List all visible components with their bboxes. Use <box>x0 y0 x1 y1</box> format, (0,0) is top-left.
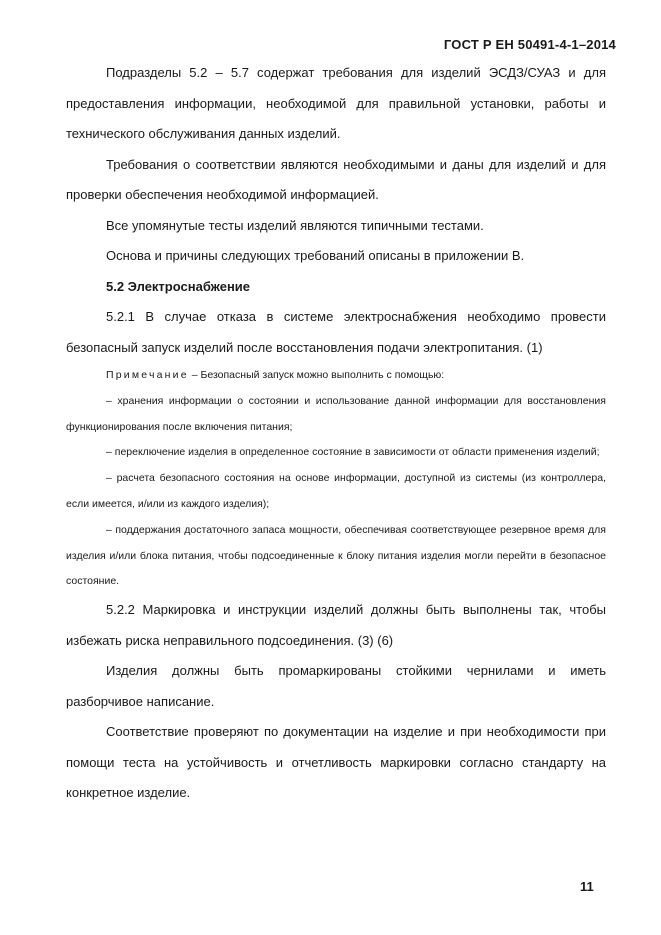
note-item: – переключение изделия в определенное состояние в зависимости от области применения изделий; <box>106 446 600 459</box>
document-id-header: ГОСТ Р ЕН 50491-4-1–2014 <box>443 37 616 52</box>
note-item: – расчета безопасного состояния на основе информации, доступной из системы (из контроллера, если имеется, и/или из каждого изделия); <box>66 472 606 510</box>
paragraph-5-2-2: 5.2.2 Маркировка и инструкции изделий должны быть выполнены так, чтобы избежать риска неправильного подсоединения. (3) (6) <box>66 602 606 648</box>
page-number: 11 <box>580 879 594 894</box>
paragraph-annex-reference: Основа и причины следующих требований описаны в приложении В. <box>106 248 525 263</box>
note-intro <box>66 363 606 389</box>
note-label: Примечание <box>106 369 189 381</box>
paragraph-marking: Изделия должны быть промаркированы стойкими чернилами и иметь разборчивое написание. <box>66 663 606 709</box>
note-intro-text: – Безопасный запуск можно выполнить с помощью: <box>188 369 445 381</box>
note-item: – хранения информации о состоянии и использование данной информации для восстановления функционирования после включения питания; <box>66 394 606 433</box>
paragraph-subsections: Подразделы 5.2 – 5.7 содержат требования для изделий ЭСДЗ/СУАЗ и для предоставления информации, необходимой для правильной установки, работы и технического обслуживания данных изделий. <box>66 65 606 141</box>
paragraph-typical-tests: Все упомянутые тесты изделий являются типичными тестами. <box>106 217 484 233</box>
paragraph-conformity-check: Соответствие проверяют по документации на изделие и при необходимости при помощи теста на устойчивость и отчетливость маркировки согласно стандарту на конкретное изделие. <box>66 724 606 801</box>
note-item: – поддержания достаточного запаса мощности, обеспечивая соответствующее резервное время для изделия и/или блока питания, чтобы подсоединенные к блоку питания изделия могли перейти в безопасное состояние. <box>66 523 606 588</box>
page-body <box>66 58 606 809</box>
paragraph-5-2-1: 5.2.1 В случае отказа в системе электроснабжения необходимо провести безопасный запуск изделий после восстановления подачи электропитания. (1) <box>66 309 606 355</box>
section-heading-power-supply: 5.2 Электроснабжение <box>106 278 251 294</box>
paragraph-conformity-requirements: Требования о соответствии являются необходимыми и даны для изделий и для проверки обеспечения необходимой информацией. <box>66 156 606 202</box>
